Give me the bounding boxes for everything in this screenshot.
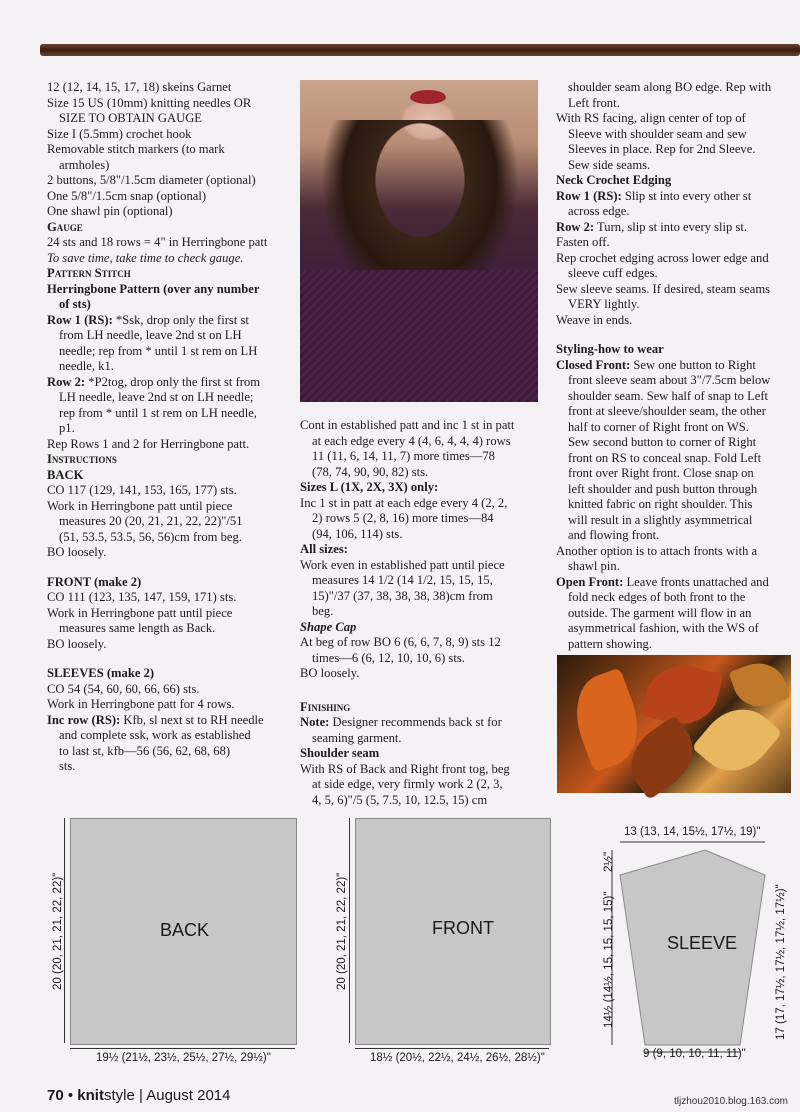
back-line: measures 20 (20, 21, 21, 22, 22)"/51 (59, 514, 243, 528)
closed-front-label: Closed Front: (556, 357, 631, 372)
fasten-off: Fasten off. (556, 235, 610, 249)
front-height-line (349, 818, 350, 1043)
material-line: Size I (5.5mm) crochet hook (47, 126, 192, 141)
column-2 (300, 418, 548, 808)
row-2-instruction (47, 375, 297, 391)
all-sizes-line: measures 14 1/2 (14 1/2, 15, 15, 15, (312, 573, 493, 587)
row-1-line: needle; rep from * until 1 st rem on LH (59, 343, 258, 358)
shoulder-line: at side edge, very firmly work 2 (2, 3, (312, 777, 503, 791)
page-footer (47, 1087, 230, 1104)
sleeve-cap-dim: 2½" (603, 851, 615, 872)
row-2-line: p1. (59, 421, 75, 435)
with-rs-line: Sleeves in place. Rep for 2nd Sleeve. (568, 142, 756, 156)
another-option-line: Another option is to attach fronts with a (556, 543, 758, 558)
inc-row-instruction (47, 713, 297, 729)
inc-row-label: Inc row (RS): (47, 712, 121, 727)
material-line: armholes) (59, 157, 110, 172)
photo-lips (410, 90, 446, 104)
open-front-line: asymmetrical fashion, with the WS of (568, 621, 759, 635)
gauge-heading: Gauge (47, 219, 83, 234)
with-rs-line: With RS facing, align center of top of (556, 111, 746, 125)
back-label: BACK (160, 920, 210, 940)
front-line: CO 111 (123, 135, 147, 159, 171) sts. (47, 590, 237, 604)
sizes-heading: Sizes L (1X, 2X, 3X) only: (300, 480, 439, 494)
shape-cap-line: At beg of row BO 6 (6, 6, 7, 8, 9) sts 12 (300, 635, 501, 649)
inc-row-line: to last st, kfb—56 (56, 62, 68, 68) (59, 743, 231, 758)
open-front-line: pattern showing. (568, 636, 652, 651)
open-front-label: Open Front: (556, 574, 624, 589)
sizes-line: 2) rows 5 (2, 8, 16) more times—84 (312, 511, 494, 525)
rep-edging-line: Rep crochet edging across lower edge and (556, 250, 769, 265)
front-width-line (355, 1048, 549, 1049)
neck-row-1-label: Row 1 (RS): (556, 188, 622, 203)
back-width-line (70, 1048, 295, 1049)
gauge-text: 24 sts and 18 rows = 4" in Herringbone patt (47, 235, 268, 249)
styling-heading: Styling-how to wear (556, 342, 664, 356)
sew-line: Sew sleeve seams. If desired, steam seams (556, 281, 771, 296)
magazine-name-rest: style (103, 1087, 135, 1104)
instructions-heading: Instructions (47, 452, 117, 466)
closed-front-line: knitted fabric on right shoulder. This (568, 497, 753, 511)
footer-bullet: • (67, 1087, 74, 1104)
all-sizes-line: beg. (312, 604, 334, 618)
back-heading: BACK (47, 467, 84, 482)
all-sizes-line: 15)"/37 (37, 38, 38, 38, 38)cm from (312, 588, 493, 603)
closed-front-line: front at sleeve/shoulder seam, the other (568, 404, 766, 418)
open-front (556, 575, 796, 591)
header-stripe (40, 44, 800, 56)
sleeve-height-dim: 14½ (14½, 15, 15, 15, 15)" (603, 891, 615, 1028)
inc-row-line: and complete ssk, work as established (59, 728, 251, 742)
gauge-note: To save time, take time to check gauge. (47, 250, 244, 265)
page-number: 70 (47, 1087, 64, 1104)
weave-line: Weave in ends. (556, 312, 633, 327)
all-sizes-line: Work even in established patt until piece (300, 557, 505, 572)
another-option-line: shawl pin. (568, 559, 620, 573)
open-front-line: outside. The garment will flow in an (568, 605, 752, 620)
front-heading: FRONT (make 2) (47, 574, 142, 589)
finishing-heading: Finishing (300, 699, 351, 714)
leaf-shape (728, 655, 790, 714)
sleeve-right-dim: 17 (17, 17½, 17½, 17½, 17½)" (775, 884, 787, 1040)
model-photo (300, 80, 538, 402)
closed-front-line: half to corner of Right front on WS. (568, 419, 749, 434)
row-1-line: from LH needle, leave 2nd st on LH (59, 328, 242, 342)
herringbone-heading: Herringbone Pattern (over any number (47, 281, 260, 296)
shape-cap-line: BO loosely. (300, 666, 360, 680)
open-front-text: Leave fronts unattached and (623, 574, 769, 589)
row-1-label: Row 1 (RS): (47, 312, 113, 327)
cont-line: at each edge every 4 (4, 6, 4, 4, 4) rows (312, 433, 511, 448)
row-2-line: rep from * until 1 st rem on LH needle, (59, 405, 257, 420)
cont-line: Left front. (568, 95, 620, 110)
front-line: measures same length as Back. (59, 621, 216, 635)
cont-line: 11 (11, 6, 14, 11, 7) more times—78 (312, 449, 495, 463)
closed-front-line: will result in a slightly asymmetrical (568, 512, 753, 527)
leaf-shape (640, 657, 723, 733)
back-line: Work in Herringbone patt until piece (47, 498, 233, 513)
cont-line: Cont in established patt and inc 1 st in patt (300, 418, 515, 432)
rep-rows-text: Rep Rows 1 and 2 for Herringbone patt. (47, 436, 250, 451)
row-2-label: Row 2: (47, 374, 86, 389)
sleeves-heading: SLEEVES (make 2) (47, 666, 155, 680)
material-line: One 5/8"/1.5cm snap (optional) (47, 188, 207, 203)
sizes-line: (94, 106, 114) sts. (312, 526, 403, 541)
note-line (300, 715, 548, 731)
note-label: Note: (300, 715, 330, 729)
leaves-photo (557, 655, 791, 793)
material-line: One shawl pin (optional) (47, 204, 173, 218)
cont-line: (78, 74, 90, 90, 82) sts. (312, 464, 429, 479)
inc-row-line: sts. (59, 759, 76, 773)
with-rs-line: Sleeve with shoulder seam and sew (568, 126, 747, 141)
closed-front-text: Sew one button to Right (630, 357, 756, 372)
column-3 (556, 80, 796, 652)
row-2-line: LH needle, leave 2nd st on LH needle; (59, 390, 254, 404)
back-height-line (64, 818, 65, 1043)
sleeve-top-dim: 13 (13, 14, 15½, 17½, 19)" (624, 826, 761, 838)
material-line: Size 15 US (10mm) knitting needles OR (47, 95, 252, 110)
material-line: 12 (12, 14, 15, 17, 18) skeins Garnet (47, 80, 232, 94)
column-1 (47, 80, 297, 775)
closed-front-line: and flowing front. (568, 528, 660, 542)
photo-sweater (300, 270, 538, 402)
neck-edging-heading: Neck Crochet Edging (556, 173, 672, 187)
pattern-stitch-heading: Pattern Stitch (47, 266, 131, 280)
back-line: CO 117 (129, 141, 153, 165, 177) sts. (47, 483, 237, 497)
row-1-text: *Ssk, drop only the first st (112, 312, 249, 327)
watermark: tljzhou2010.blog.163.com (674, 1096, 788, 1107)
neck-row-2-text: Turn, slip st into every slip st. (594, 219, 748, 234)
cont-line: shoulder seam along BO edge. Rep with (568, 80, 772, 94)
closed-front-line: front sleeve seam about 3"/7.5cm below (568, 373, 771, 387)
with-rs-line: Sew side seams. (568, 157, 651, 172)
closed-front-line: Sew second button to corner of Right (568, 435, 757, 449)
sizes-line: Inc 1 st in patt at each edge every 4 (2, 2, (300, 495, 508, 510)
back-height-dim: 20 (20, 21, 21, 22, 22)" (52, 872, 64, 990)
neck-row-2 (556, 220, 796, 236)
sleeves-line: Work in Herringbone patt for 4 rows. (47, 697, 235, 711)
rep-edging-line: sleeve cuff edges. (568, 266, 658, 280)
closed-front-line: front on RS to conceal snap. Fold Left (568, 450, 762, 465)
back-line: (51, 53.5, 53.5, 56, 56)cm from beg. (59, 529, 242, 544)
row-2-text: *P2tog, drop only the first st from (85, 374, 261, 389)
closed-front (556, 358, 796, 374)
shape-cap-heading: Shape Cap (300, 619, 357, 634)
footer-separator: | (138, 1087, 143, 1104)
row-1-line: needle, k1. (59, 359, 114, 373)
all-sizes-heading: All sizes: (300, 542, 348, 556)
shoulder-seam-heading: Shoulder seam (300, 746, 380, 760)
note-line: seaming garment. (312, 730, 402, 745)
inc-row-text: Kfb, sl next st to RH needle (120, 712, 264, 727)
issue-date: August 2014 (146, 1087, 231, 1104)
front-width-dim: 18½ (20½, 22½, 24½, 26½, 28½)" (370, 1052, 545, 1064)
material-line: 2 buttons, 5/8"/1.5cm diameter (optional) (47, 173, 256, 187)
back-line: BO loosely. (47, 545, 107, 559)
sew-line: VERY lightly. (568, 297, 640, 311)
sleeves-line: CO 54 (54, 60, 60, 66, 66) sts. (47, 681, 200, 696)
neck-row-2-label: Row 2: (556, 219, 595, 234)
front-line: BO loosely. (47, 636, 107, 651)
magazine-name-bold: knit (77, 1087, 104, 1104)
front-height-dim: 20 (20, 21, 21, 22, 22)" (336, 872, 348, 990)
shoulder-line: With RS of Back and Right front tog, beg (300, 761, 510, 776)
neck-row-1-text: Slip st into every other st (621, 188, 752, 203)
closed-front-line: left shoulder and push button through (568, 481, 758, 496)
neck-row-1 (556, 189, 796, 205)
open-front-line: fold neck edges of both front to the (568, 590, 746, 604)
sleeve-label: SLEEVE (667, 933, 738, 953)
shape-cap-line: times—6 (6, 12, 10, 10, 6) sts. (312, 650, 465, 665)
closed-front-line: shoulder seam. Sew half of snap to Left (568, 388, 769, 403)
row-1-instruction (47, 313, 297, 329)
closed-front-line: front over Right front. Close snap on (568, 466, 754, 480)
note-text: Designer recommends back st for (329, 715, 502, 729)
back-width-dim: 19½ (21½, 23½, 25½, 27½, 29½)" (96, 1052, 271, 1064)
neck-row-1-line: across edge. (568, 204, 630, 218)
shoulder-line: 4, 5, 6)"/5 (5, 7.5, 10, 12.5, 15) cm (312, 792, 488, 807)
front-line: Work in Herringbone patt until piece (47, 605, 233, 620)
material-line: Removable stitch markers (to mark (47, 142, 225, 156)
material-line: SIZE TO OBTAIN GAUGE (59, 111, 202, 125)
sleeve-bottom-dim: 9 (9, 10, 10, 11, 11)" (643, 1048, 746, 1060)
herringbone-heading: of sts) (59, 297, 91, 311)
front-label: FRONT (432, 918, 494, 938)
